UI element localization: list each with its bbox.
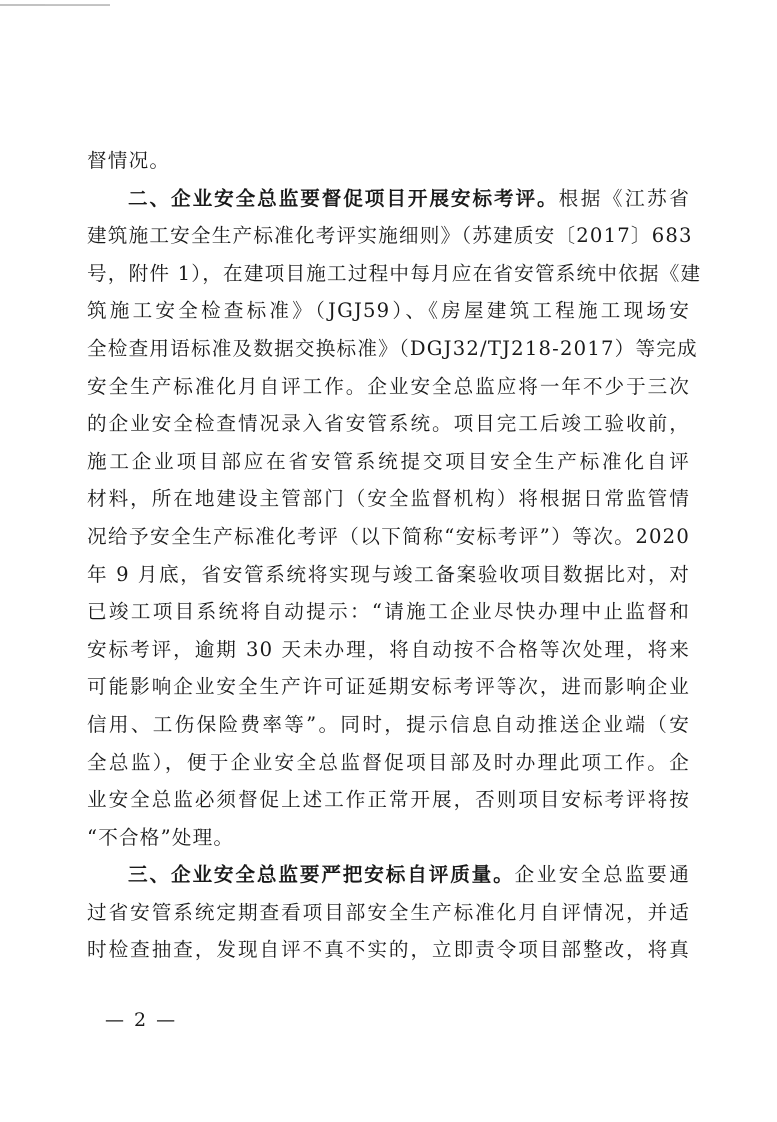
page-number: — 2 —	[105, 1009, 178, 1031]
scan-edge-artifact	[45, 4, 110, 5]
text-line: 的企业安全检查情况录入省安管系统。项目完工后竣工验收前，	[87, 412, 690, 436]
text-line: 过省安管系统定期查看项目部安全生产标准化月自评情况，并适	[87, 900, 690, 924]
text-line: 全检查用语标准及数据交换标准》（DGJ32/TJ218-2017）等完成	[87, 336, 698, 360]
text-line: 号，附件 1），在建项目施工过程中每月应在省安管系统中依据《建	[87, 261, 702, 285]
text-line: 材料，所在地建设主管部门（安全监督机构）将根据日常监管情	[87, 487, 690, 511]
section-heading: 三、企业安全总监要严把安标自评质量。	[128, 863, 515, 887]
text-line: 筑施工安全检查标准》（JGJ59）、《房屋建筑工程施工现场安	[87, 299, 690, 323]
text-line: 施工企业项目部应在省安管系统提交项目安全生产标准化自评	[87, 449, 690, 473]
text-line: 已竣工项目系统将自动提示：“请施工企业尽快办理中止监督和	[87, 600, 690, 624]
text-line: 时检查抽查，发现自评不真不实的，立即责令项目部整改，将真	[87, 938, 690, 962]
section-heading-line	[87, 180, 690, 218]
text-line: 安标考评，逾期 30 天未办理，将自动按不合格等次处理，将来	[87, 637, 690, 661]
text-line: “不合格”处理。	[87, 825, 235, 849]
section-heading-line	[87, 856, 690, 894]
text-line: 业安全总监必须督促上述工作正常开展，否则项目安标考评将按	[87, 788, 690, 812]
text-line: 年 9 月底，省安管系统将实现与竣工备案验收项目数据比对，对	[87, 562, 690, 586]
section-heading: 二、企业安全总监要督促项目开展安标考评。	[128, 186, 559, 210]
text-line: 信用、工伤保险费率等”。同时，提示信息自动推送企业端（安	[87, 712, 690, 736]
text-span: 根据《江苏省	[558, 186, 690, 210]
text-span: 企业安全总监要通	[514, 863, 690, 887]
text-line: 建筑施工安全生产标准化考评实施细则》（苏建质安〔2017〕683	[87, 224, 693, 248]
text-line: 可能影响企业安全生产许可证延期安标考评等次，进而影响企业	[87, 675, 690, 699]
text-line: 况给予安全生产标准化考评（以下简称“安标考评”）等次。2020	[87, 524, 690, 548]
text-line: 督情况。	[87, 149, 171, 172]
text-line: 安全生产标准化月自评工作。企业安全总监应将一年不少于三次	[87, 374, 690, 398]
text-line: 全总监），便于企业安全总监督促项目部及时办理此项工作。企	[87, 750, 690, 774]
document-body	[87, 142, 702, 969]
